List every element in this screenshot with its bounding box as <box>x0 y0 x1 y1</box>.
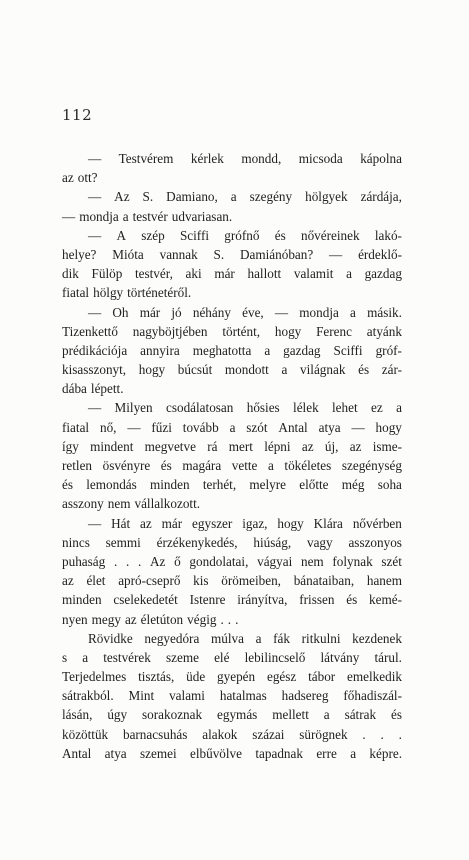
word: Tizenkettő <box>62 323 118 339</box>
word: fiatal <box>62 419 90 435</box>
word: asszonyos <box>348 534 402 550</box>
text-line <box>62 705 402 724</box>
word: barnacsuhás <box>122 726 188 742</box>
word: . <box>380 726 384 742</box>
word: lakó- <box>374 227 402 243</box>
word: gazdag <box>283 342 321 358</box>
word: mindent <box>90 438 134 454</box>
text-line <box>62 456 402 475</box>
word: A <box>116 227 126 243</box>
word: zárdája, <box>360 189 402 205</box>
word: helye? <box>62 246 97 262</box>
body-text <box>62 149 402 763</box>
word: az <box>62 573 74 589</box>
word: rá <box>207 438 218 454</box>
text-line <box>62 303 402 322</box>
word: egyszer <box>192 515 233 531</box>
word: a <box>255 630 262 646</box>
word: Fülöp <box>91 266 123 282</box>
word: lélek <box>293 400 319 416</box>
word: — <box>88 515 102 531</box>
word: annyira <box>140 342 180 358</box>
text-line <box>62 629 402 648</box>
word: isme- <box>372 438 402 454</box>
word: retlen <box>62 458 93 473</box>
word: az <box>301 438 314 454</box>
word: az <box>140 515 152 531</box>
word: Sciffi <box>179 227 210 243</box>
word: hölgy <box>93 285 124 301</box>
word: lépett. <box>90 381 124 397</box>
word: életúton <box>140 611 184 627</box>
word: Antal <box>278 419 308 435</box>
word: . <box>125 553 130 569</box>
word: elbűvölve <box>189 745 242 761</box>
word: . <box>398 726 402 742</box>
word: hallott <box>247 266 282 282</box>
word: kérlek <box>190 151 224 166</box>
word: — <box>88 151 102 166</box>
word: az <box>124 611 137 627</box>
text-line <box>62 437 402 456</box>
word: szeme <box>165 649 199 665</box>
word: nővéreinek <box>300 227 360 243</box>
word: — <box>88 304 102 320</box>
word: Rövidke <box>88 630 133 646</box>
word: ez <box>371 400 383 416</box>
word: hadsereg <box>281 688 329 704</box>
word: valami <box>169 688 205 704</box>
text-line <box>62 187 402 206</box>
word: nő, <box>99 419 117 435</box>
text-line <box>62 379 402 398</box>
word: Mióta <box>112 246 144 262</box>
word: Terjedelmes <box>62 669 127 685</box>
word: már <box>161 515 183 531</box>
word: hanem <box>366 573 402 589</box>
word: és <box>160 458 172 473</box>
word: egymás <box>217 707 258 723</box>
word: frissen <box>299 592 335 608</box>
word: tábor <box>308 669 336 685</box>
word: apró-cseprő <box>118 573 181 589</box>
word: gróf- <box>375 342 402 358</box>
word: mellett <box>272 707 309 723</box>
word: fák <box>273 630 290 646</box>
word: már <box>214 266 235 282</box>
word: még <box>341 477 365 493</box>
word: új, <box>324 438 339 454</box>
word: mondja <box>299 304 339 320</box>
text-line <box>62 475 402 494</box>
text-line <box>62 590 402 609</box>
word: — <box>88 400 102 416</box>
word: nővérben <box>352 515 402 531</box>
word: nincs <box>62 534 90 550</box>
text-line <box>62 494 402 513</box>
word: látvány <box>320 649 360 665</box>
word: hogy <box>274 323 302 339</box>
word: hölgyek <box>305 189 348 205</box>
word: előtte <box>299 477 329 493</box>
word: néhány <box>192 304 231 320</box>
text-line <box>62 264 402 283</box>
word: Az <box>114 189 130 205</box>
word: múlva <box>210 630 244 646</box>
word: érdeklő- <box>358 246 402 262</box>
word: emelkedik <box>347 669 402 685</box>
word: meghatotta <box>192 342 252 358</box>
word: Sciffi <box>333 342 363 358</box>
word: és <box>274 227 286 243</box>
word: folynak <box>332 553 373 569</box>
text-line <box>62 744 402 763</box>
word: szép <box>141 227 165 243</box>
word: alakok <box>202 726 238 742</box>
word: Damiano, <box>166 189 218 205</box>
word: Ferenc <box>316 323 352 339</box>
word: megvetve <box>144 438 196 454</box>
word: vállalkozott. <box>134 496 201 512</box>
word: főhadiszál- <box>343 688 402 704</box>
word: fűzi <box>151 419 172 435</box>
word: fiatal <box>62 285 90 301</box>
word: mondd, <box>241 151 282 166</box>
word: közöttük <box>62 726 109 742</box>
word: a <box>346 266 352 282</box>
word: százai <box>252 726 285 742</box>
word: . <box>227 611 232 627</box>
word: atyánk <box>366 323 402 339</box>
word: ösvényre <box>102 458 151 473</box>
word: hatalmas <box>219 688 267 704</box>
word: — <box>62 208 76 224</box>
word: Az <box>149 553 166 569</box>
word: sátrak <box>344 707 377 723</box>
word: lebilincselő <box>244 649 306 665</box>
word: világnak <box>300 362 346 378</box>
word: az <box>349 438 362 454</box>
word: és <box>358 362 370 378</box>
word: hogy <box>138 362 166 378</box>
word: üde <box>186 669 206 685</box>
word: erre <box>316 745 337 761</box>
text-line <box>62 648 402 667</box>
word: Mint <box>128 688 155 704</box>
word: a <box>350 304 356 320</box>
word: kezdenek <box>352 630 402 646</box>
word: hogy <box>277 515 304 531</box>
word: terhét, <box>202 477 237 493</box>
word: gondolatai, <box>189 553 249 569</box>
word: valamit <box>293 266 334 282</box>
word: örömeiben, <box>221 573 281 589</box>
word: szegénység <box>341 458 402 473</box>
word: és <box>390 707 402 723</box>
word: egész <box>266 669 297 685</box>
word: igaz, <box>242 515 268 531</box>
word: nem <box>107 496 131 512</box>
word: aki <box>185 266 202 282</box>
word: testvér, <box>134 266 173 282</box>
text-line <box>62 686 402 705</box>
word: nem <box>300 553 324 569</box>
word: lásán, <box>62 707 93 723</box>
word: negyedóra <box>144 630 200 646</box>
word: jó <box>171 304 182 320</box>
word: és <box>62 477 73 493</box>
word: puhaság <box>62 553 106 569</box>
text-line <box>62 667 402 686</box>
word: csodálatosan <box>165 400 234 416</box>
word: magára <box>182 458 222 473</box>
word: szét <box>381 553 402 569</box>
word: vagy <box>306 534 333 550</box>
word: udvariasan. <box>171 208 233 224</box>
text-line <box>62 341 402 360</box>
word: a <box>264 342 271 358</box>
text-line <box>62 245 402 264</box>
text-line <box>62 725 402 744</box>
word: bánataiban, <box>293 573 355 589</box>
word: prédikációja <box>62 342 128 358</box>
word: lemondás <box>86 477 137 493</box>
word: — <box>88 189 102 205</box>
word: — <box>88 227 102 243</box>
word: tisztás, <box>138 669 175 685</box>
text-line <box>62 514 402 533</box>
text-line <box>62 610 402 629</box>
word: hogy <box>375 419 402 435</box>
word: így <box>62 438 79 454</box>
word: Hát <box>111 515 131 531</box>
word: ritkulni <box>301 630 341 646</box>
word: vette <box>231 458 258 473</box>
word: búcsút <box>177 362 213 378</box>
word: ott? <box>77 170 98 186</box>
word: másik. <box>367 304 402 320</box>
word: minden <box>62 592 102 608</box>
word: S. <box>213 246 225 262</box>
word: a <box>230 189 237 205</box>
word: mondja <box>79 208 119 224</box>
word: sátrakból. <box>62 688 114 704</box>
word: kemé- <box>369 592 402 608</box>
word: Istenre <box>189 592 226 608</box>
word: S. <box>142 189 154 205</box>
word: gyepén <box>217 669 256 685</box>
word: micsoda <box>298 151 343 166</box>
word: élet <box>86 573 106 589</box>
word: sorakoznak <box>142 707 203 723</box>
word: s <box>62 649 68 665</box>
word: . <box>220 611 224 627</box>
word: történt, <box>222 323 261 339</box>
text-line <box>62 418 402 437</box>
word: sürögnek <box>299 726 348 742</box>
word: . <box>235 611 239 627</box>
word: érzékenykedés, <box>156 534 238 550</box>
word: — <box>127 419 141 435</box>
word: a <box>82 649 89 665</box>
word: soha <box>377 477 402 493</box>
word: kis <box>193 573 209 589</box>
word: a <box>323 707 330 723</box>
word: képre. <box>369 745 402 761</box>
word: asszony <box>62 496 104 512</box>
word: kápolna <box>360 151 402 166</box>
word: mondott <box>224 362 269 378</box>
text-line <box>62 571 402 590</box>
word: megy <box>91 611 121 627</box>
word: nagyböjtjében <box>132 323 208 339</box>
word: szemei <box>140 745 177 761</box>
text-line <box>62 398 402 417</box>
word: atya <box>104 745 127 761</box>
text-line <box>62 360 402 379</box>
word: és <box>346 592 358 608</box>
word: a <box>267 458 274 473</box>
word: nyen <box>62 611 88 627</box>
text-line <box>62 552 402 571</box>
word: hősies <box>246 400 280 416</box>
word: ő <box>174 553 181 569</box>
word: a <box>396 400 402 416</box>
word: a <box>350 745 357 761</box>
text-line <box>62 207 402 226</box>
word: semmi <box>105 534 141 550</box>
text-line <box>62 533 402 552</box>
word: történetéről. <box>127 285 192 301</box>
word: a <box>281 362 288 378</box>
word: lépni <box>264 438 291 454</box>
word: mert <box>228 438 253 454</box>
word: dik <box>62 266 79 282</box>
word: tovább <box>182 419 219 435</box>
word: — <box>274 304 289 320</box>
text-line <box>62 283 402 302</box>
word: lehet <box>332 400 358 416</box>
text-line <box>62 149 402 168</box>
word: éve, <box>242 304 264 320</box>
word: grófnő <box>224 227 260 243</box>
word: cselekedetét <box>113 592 178 608</box>
page-number: 112 <box>62 106 93 124</box>
text-line <box>62 168 402 187</box>
word: irányítva, <box>237 592 288 608</box>
word: testvérek <box>103 649 151 665</box>
text-line <box>62 322 402 341</box>
word: úgy <box>107 707 128 723</box>
word: . <box>113 553 118 569</box>
word: minden <box>150 477 190 493</box>
word: szót <box>246 419 268 435</box>
text-line <box>62 226 402 245</box>
word: tárul. <box>374 649 402 665</box>
word: zár- <box>381 362 402 378</box>
word: az <box>62 170 74 186</box>
word: . <box>362 726 366 742</box>
word: végig <box>187 611 217 627</box>
word: Klára <box>313 515 343 531</box>
word: vannak <box>159 246 198 262</box>
word: kisasszonyt, <box>62 362 127 378</box>
word: — <box>329 246 343 262</box>
word: tökéletes <box>284 458 332 473</box>
word: atya <box>318 419 341 435</box>
word: Oh <box>112 304 129 320</box>
word: Testvérem <box>118 151 174 166</box>
word: Damiánóban? <box>239 246 314 262</box>
word: testvér <box>132 208 168 224</box>
word: már <box>139 304 161 320</box>
word: melyre <box>249 477 286 493</box>
word: gazdag <box>364 266 402 282</box>
word: . <box>137 553 142 569</box>
word: hiúság, <box>253 534 292 550</box>
word: vágyai <box>257 553 293 569</box>
word: elé <box>214 649 230 665</box>
word: Milyen <box>114 400 153 416</box>
word: — <box>351 419 365 435</box>
word: a <box>229 419 236 435</box>
word: Antal <box>62 745 92 761</box>
word: dába <box>62 381 87 397</box>
word: tapadnak <box>255 745 303 761</box>
word: szegény <box>249 189 293 205</box>
word: a <box>122 208 129 224</box>
